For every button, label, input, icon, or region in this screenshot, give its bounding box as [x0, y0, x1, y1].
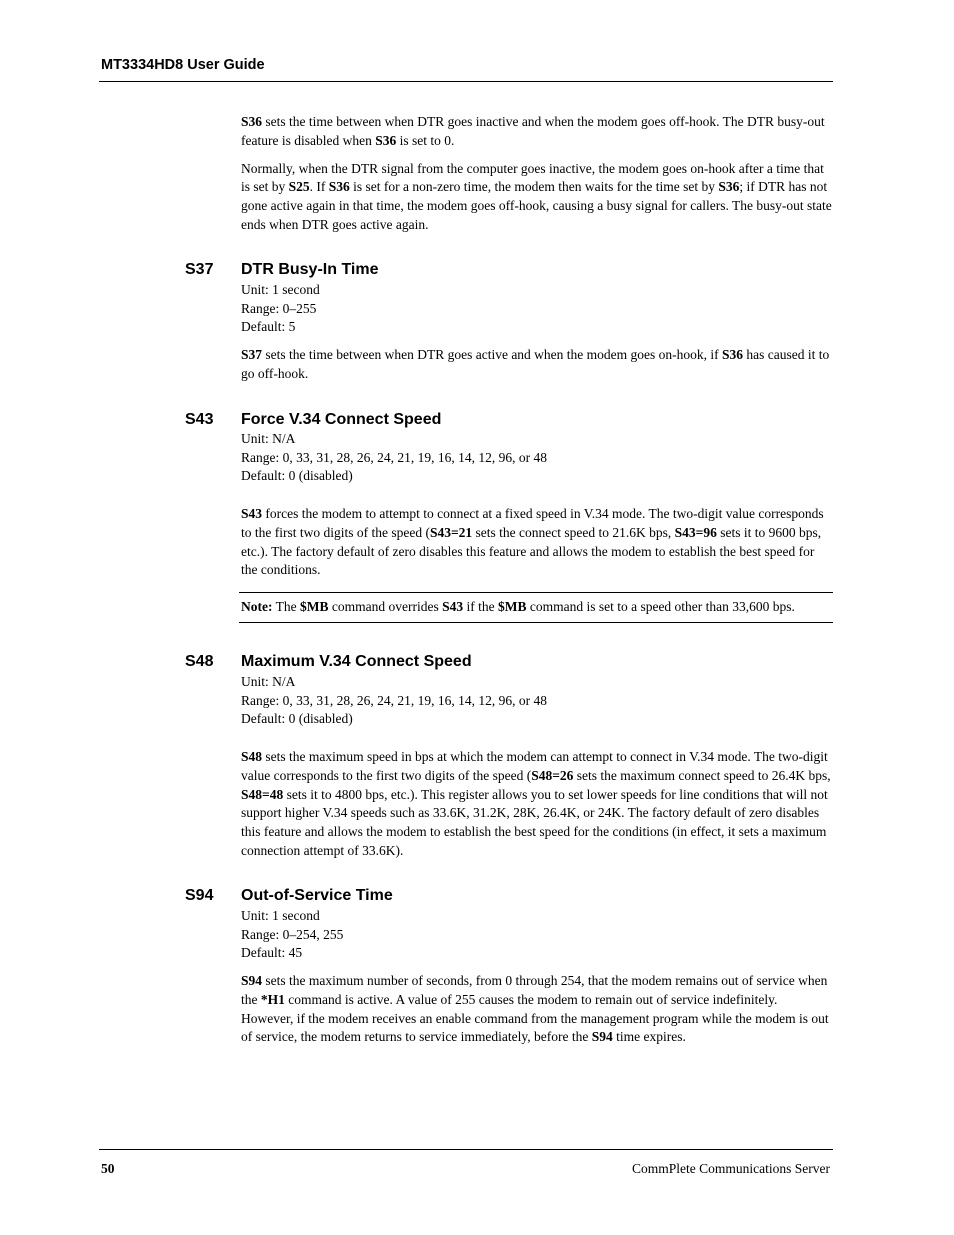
text-run: sets the time between when DTR goes active and when the modem goes on-hook, if — [262, 347, 723, 362]
text-run: sets the maximum connect speed to 26.4K bps, — [573, 767, 831, 783]
s94-description — [241, 972, 833, 1047]
text-run: if the — [463, 599, 498, 614]
s37-code: S37 — [185, 261, 214, 278]
note-label: Note: — [241, 599, 273, 614]
s37-description — [241, 346, 833, 384]
s48-description — [241, 748, 833, 861]
s48-code: S48 — [185, 653, 214, 670]
s43-default: Default: 0 (disabled) — [241, 468, 353, 484]
s43-code: S43 — [185, 411, 214, 428]
s36-paragraph-1 — [241, 113, 833, 151]
text-run: forces the modem to attempt to connect at a fixed speed in V.34 mode. The two-digit value corresponds to the first two digits of the speed ( — [241, 506, 824, 540]
text-run: time expires. — [612, 1029, 686, 1045]
reg-ref: S48=26 — [531, 767, 574, 783]
s43-description — [241, 505, 833, 580]
text-run: sets it to 4800 bps, etc.). This register allows you to set lower speeds for line conditions that will not support higher V.34 speeds such as 33.6K, 31.2K, 28K, 26.4K, or 24K. The factory default of zero disables this feature and allows the modem to establish the best speed for the conditions (in effect, it sets a maximum connection attempt of 33.6K). — [241, 786, 828, 858]
s48-default: Default: 0 (disabled) — [241, 711, 353, 727]
reg-ref: S43 — [442, 599, 464, 614]
text-run: command overrides — [328, 599, 443, 614]
cmd-ref: *H1 — [260, 991, 285, 1007]
reg-ref: S43=96 — [674, 524, 717, 540]
s36-paragraph-2 — [241, 160, 833, 235]
s48-range: Range: 0, 33, 31, 28, 26, 24, 21, 19, 16, 14, 12, 96, or 48 — [241, 692, 547, 708]
s48-title: Maximum V.34 Connect Speed — [241, 653, 472, 670]
s36-continued-text — [241, 113, 833, 235]
s94-code: S94 — [185, 887, 214, 904]
s37-range: Range: 0–255 — [241, 300, 317, 316]
s94-range: Range: 0–254, 255 — [241, 926, 344, 942]
text-run: sets the maximum speed in bps at which the modem can attempt to connect in V.34 mode. The two-digit value corresponds to the first two digits of the speed ( — [241, 749, 828, 783]
reg-ref: S94 — [591, 1029, 613, 1045]
s94-meta — [241, 907, 343, 963]
reg-ref: S36 — [375, 132, 397, 148]
s48-unit: Unit: N/A — [241, 674, 296, 689]
reg-ref: S94 — [241, 973, 263, 988]
reg-ref: S43=21 — [429, 524, 473, 540]
reg-ref: S36 — [328, 179, 350, 195]
header-rule — [99, 81, 833, 82]
s37-meta — [241, 281, 320, 337]
s94-default: Default: 45 — [241, 945, 303, 961]
s37-unit: Unit: 1 second — [241, 282, 320, 297]
reg-ref: S37 — [241, 347, 263, 362]
text-run: . If — [309, 179, 329, 195]
reg-ref: S36 — [718, 179, 740, 195]
page-number: 50 — [101, 1161, 115, 1176]
s37-title: DTR Busy-In Time — [241, 261, 379, 278]
text-run: sets the connect speed to 21.6K bps, — [472, 524, 675, 540]
reg-ref: S43 — [241, 506, 263, 521]
reg-ref: S36 — [241, 114, 263, 129]
s48-meta — [241, 673, 547, 729]
cmd-ref: $MB — [299, 599, 329, 614]
text-run: command is active. A value of 255 causes the modem to remain out of service indefinitely. However, if the modem receives an enable command from the management program while the modem is out of service, the modem returns to service immediately, before the — [241, 991, 829, 1045]
s43-meta — [241, 430, 547, 486]
reg-ref: S48 — [241, 749, 263, 764]
cmd-ref: $MB — [497, 599, 527, 614]
text-run: Normally, when the DTR signal from the computer goes inactive, the modem goes on-hook after a time that is set by — [241, 160, 824, 195]
s43-note-box — [239, 592, 833, 623]
publication-name: CommPlete Communications Server — [632, 1161, 830, 1176]
text-run: command is set to a speed other than 33,600 bps. — [526, 599, 795, 614]
s94-title: Out-of-Service Time — [241, 887, 393, 904]
text-run: sets the time between when DTR goes inactive and when the modem goes off-hook. The DTR busy-out feature is disabled when — [241, 114, 825, 148]
footer-rule — [99, 1149, 833, 1150]
text-run: ; if DTR has not gone active again in that time, the modem goes off-hook, causing a busy signal for callers. The busy-out state ends when DTR goes active again. — [241, 179, 832, 232]
s94-unit: Unit: 1 second — [241, 908, 320, 923]
page-header-title: MT3334HD8 User Guide — [101, 57, 265, 73]
s43-range: Range: 0, 33, 31, 28, 26, 24, 21, 19, 16, 14, 12, 96, or 48 — [241, 449, 547, 465]
text-run: is set to 0. — [396, 132, 455, 148]
s43-unit: Unit: N/A — [241, 431, 296, 446]
text-run: sets it to 9600 bps, etc.). The factory default of zero disables this feature and allows the modem to establish the best speed for the conditions. — [241, 524, 822, 578]
reg-ref: S36 — [722, 347, 744, 362]
s43-title: Force V.34 Connect Speed — [241, 411, 442, 428]
s37-default: Default: 5 — [241, 319, 296, 335]
text-run: has caused it to go off-hook. — [241, 347, 830, 381]
text-run: sets the maximum number of seconds, from 0 through 254, that the modem remains out of service when the — [241, 973, 828, 1007]
text-run: is set for a non-zero time, the modem then waits for the time set by — [349, 179, 719, 195]
reg-ref: S25 — [288, 179, 310, 195]
text-run: The — [272, 599, 300, 614]
reg-ref: S48=48 — [241, 786, 284, 802]
